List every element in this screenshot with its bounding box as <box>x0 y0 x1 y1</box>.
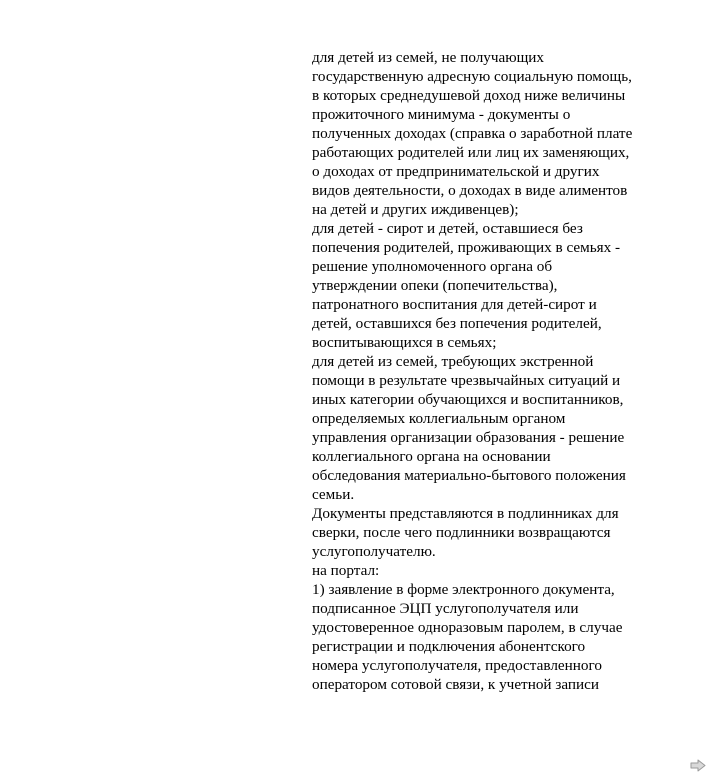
text-line: государственную адресную социальную помощь, <box>312 68 632 85</box>
text-line: сверки, после чего подлинники возвращаются <box>312 524 611 541</box>
text-line: управления организации образования - решение <box>312 429 625 446</box>
text-line: на портал: <box>312 562 380 579</box>
text-line: в которых среднедушевой доход ниже величины <box>312 87 626 104</box>
text-line: оператором сотовой связи, к учетной записи <box>312 676 600 693</box>
text-line: утверждении опеки (попечительства), <box>312 277 558 294</box>
text-line: коллегиального органа на основании <box>312 448 551 465</box>
text-line: решение уполномоченного органа об <box>312 258 553 275</box>
text-line: определяемых коллегиальным органом <box>312 410 566 427</box>
text-line: семьи. <box>312 486 355 503</box>
text-line: патронатного воспитания для детей-сирот и <box>312 296 597 313</box>
text-line: услугополучателю. <box>312 543 436 560</box>
text-line: прожиточного минимума - документы о <box>312 106 571 123</box>
text-line: видов деятельности, о доходах в виде алиментов <box>312 182 628 199</box>
text-line: для детей - сирот и детей, оставшиеся без <box>312 220 583 237</box>
text-line: регистрации и подключения абонентского <box>312 638 586 655</box>
text-line: для детей из семей, требующих экстренной <box>312 353 594 370</box>
text-line: подписанное ЭЦП услугополучателя или <box>312 600 579 617</box>
text-line: полученных доходах (справка о заработной плате <box>312 125 633 142</box>
document-text <box>312 48 672 694</box>
next-page-arrow-icon[interactable] <box>690 759 706 772</box>
text-line: обследования материально-бытового положения <box>312 467 626 484</box>
text-line: иных категории обучающихся и воспитанников, <box>312 391 624 408</box>
text-line: детей, оставшихся без попечения родителей, <box>312 315 602 332</box>
text-line: для детей из семей, не получающих <box>312 49 545 66</box>
text-line: удостоверенное одноразовым паролем, в случае <box>312 619 623 636</box>
text-line: номера услугополучателя, предоставленного <box>312 657 602 674</box>
text-line: воспитывающихся в семьях; <box>312 334 497 351</box>
text-line: помощи в результате чрезвычайных ситуаций и <box>312 372 621 389</box>
text-line: работающих родителей или лиц их заменяющих, <box>312 144 630 161</box>
text-line: на детей и других иждивенцев); <box>312 201 519 218</box>
text-line: попечения родителей, проживающих в семьях - <box>312 239 621 256</box>
text-line: Документы представляются в подлинниках для <box>312 505 619 522</box>
text-line: 1) заявление в форме электронного документа, <box>312 581 615 598</box>
text-line: о доходах от предпринимательской и других <box>312 163 600 180</box>
